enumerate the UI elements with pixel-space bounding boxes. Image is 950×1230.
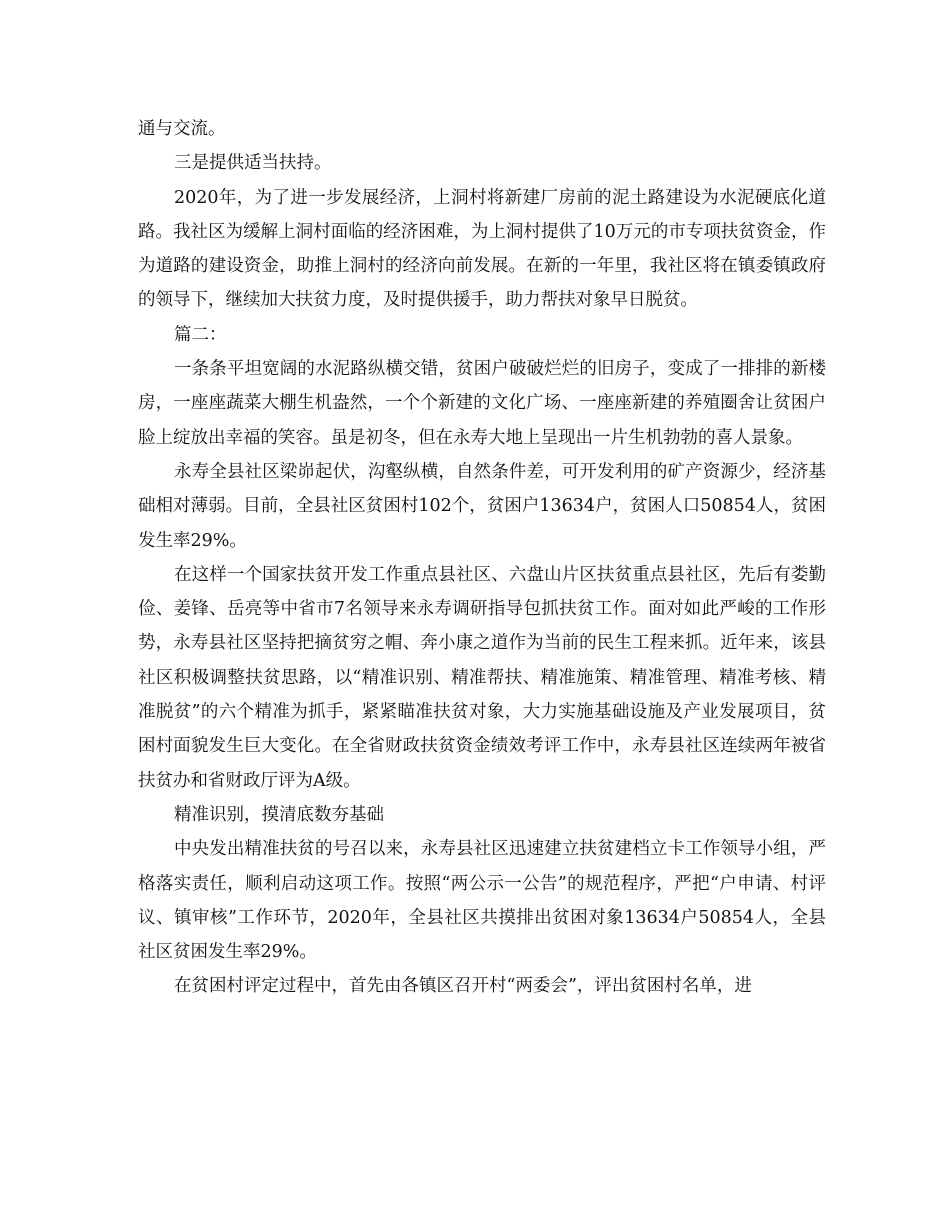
section-heading-part-two: 篇二： (174, 324, 227, 345)
paragraph-heading-support: 三是提供适当扶持。 (174, 153, 332, 174)
paragraph-identification-process: 中央发出精准扶贫的号召以来，永寿县社区迅速建立扶贫建档立卡工作领导小组，严格落实责任，顺利启动这项工作。按照“两公示一公告”的规范程序，严把“户申请、村评议、镇审核”工作环节，2020年，全县社区共摸排出贫困对象13634户50854人，全县社区贫困发生率29%。 (138, 839, 826, 963)
paragraph-county-overview: 永寿全县社区梁峁起伏，沟壑纵横，自然条件差，可开发利用的矿产资源少，经济基础相对薄弱。目前，全县社区贫困村102个，贫困户13634户，贫困人口50854人，贫困发生率29%。 (138, 461, 826, 551)
paragraph-new-scenery: 一条条平坦宽阔的水泥路纵横交错，贫困户破破烂烂的旧房子，变成了一排排的新楼房，一座座蔬菜大棚生机盎然，一个个新建的文化广场、一座座新建的养殖圈舍让贫困户脸上绽放出幸福的笑容。虽是初冬，但在永寿大地上呈现出一片生机勃勃的喜人景象。 (138, 359, 826, 448)
paragraph-poverty-work: 在这样一个国家扶贫开发工作重点县社区、六盘山片区扶贫重点县社区，先后有娄勤俭、姜锋、岳亮等中省市7名领导来永寿调研指导包抓扶贫工作。面对如此严峻的工作形势，永寿县社区坚持把摘贫穷之帽、奔小康之道作为当前的民生工程来抓。近年来，该县社区积极调整扶贫思路，以“精准识别、精准帮扶、精准施策、精准管理、精准考核、精准脱贫”的六个精准为抓手，紧紧瞄准扶贫对象，大力实施基础设施及产业发展项目，贫困村面貌发生巨大变化。在全省财政扶贫资金绩效考评工作中，永寿县社区连续两年被省扶贫办和省财政厅评为A级。 (138, 564, 826, 791)
paragraph-road-funding: 2020年，为了进一步发展经济，上洞村将新建厂房前的泥土路建设为水泥硬底化道路。我社区为缓解上洞村面临的经济困难，为上洞村提供了10万元的市专项扶贫资金，作为道路的建设资金，助推上洞村的经济向前发展。在新的一年里，我社区将在镇委镇政府的领导下，继续加大扶贫力度，及时提供援手，助力帮扶对象早日脱贫。 (138, 187, 826, 311)
paragraph-continuation: 通与交流。 (138, 119, 226, 139)
subheading-precise-identification: 精准识别，摸清底数夯基础 (174, 804, 384, 825)
paragraph-village-evaluation: 在贫困村评定过程中，首先由各镇区召开村“两委会”，评出贫困村名单，进 (174, 976, 752, 997)
document-body (138, 112, 826, 1004)
